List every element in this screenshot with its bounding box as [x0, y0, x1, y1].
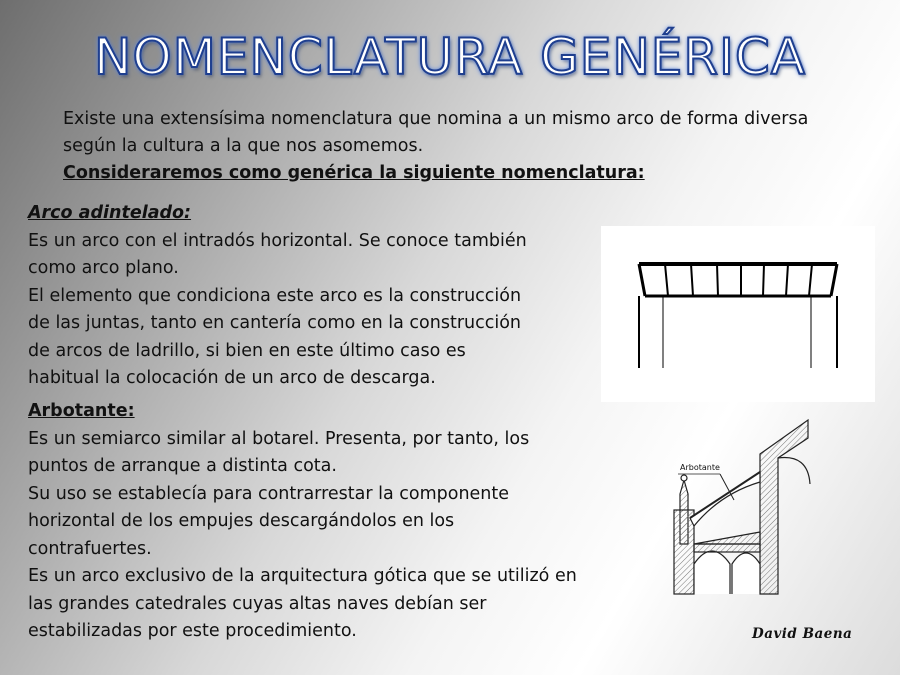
section-arbotante: [28, 398, 603, 646]
section-line: las grandes catedrales cuyas altas naves debían ser: [28, 593, 487, 614]
section-line: Su uso se establecía para contrarrestar la componente: [28, 483, 510, 504]
section-line: horizontal de los empujes descargándolos en los: [28, 511, 455, 531]
intro-paragraph: [63, 106, 853, 187]
section-line: de las juntas, tanto en cantería como en la construcción: [28, 313, 522, 333]
section-line: estabilizadas por este procedimiento.: [28, 621, 357, 641]
arbotante-drawing: [660, 414, 820, 599]
arbotante-label: Arbotante: [680, 463, 720, 472]
section-heading-arco-adintelado: Arco adintelado:: [28, 203, 192, 223]
intro-emphasis: Consideraremos como genérica la siguiente nomenclatura:: [63, 163, 645, 183]
section-line: puntos de arranque a distinta cota.: [28, 456, 337, 476]
section-line: como arco plano.: [28, 258, 179, 278]
slide-title: NOMENCLATURA GENÉRICA: [93, 28, 806, 86]
author-signature: David Baena: [752, 626, 853, 642]
section-line: de arcos de ladrillo, si bien en este último caso es: [28, 340, 466, 361]
section-line: contrafuertes.: [28, 538, 152, 559]
section-line: El elemento que condiciona este arco es la construcción: [28, 285, 522, 306]
intro-line-2: según la cultura a la que nos asomemos.: [63, 136, 424, 156]
section-heading-arbotante: Arbotante:: [28, 401, 135, 421]
section-line: habitual la colocación de un arco de descarga.: [28, 368, 436, 388]
figure-arco-adintelado: [601, 226, 875, 402]
intro-line-1: Existe una extensísima nomenclatura que nomina a un mismo arco de forma diversa: [63, 109, 809, 129]
section-line: Es un arco con el intradós horizontal. Se conoce también: [28, 230, 527, 251]
figure-arbotante: [660, 414, 820, 599]
section-line: Es un semiarco similar al botarel. Presenta, por tanto, los: [28, 428, 530, 449]
section-arco-adintelado: [28, 200, 588, 393]
section-line: Es un arco exclusivo de la arquitectura gótica que se utilizó en: [28, 566, 577, 586]
arco-adintelado-drawing: [601, 226, 875, 402]
